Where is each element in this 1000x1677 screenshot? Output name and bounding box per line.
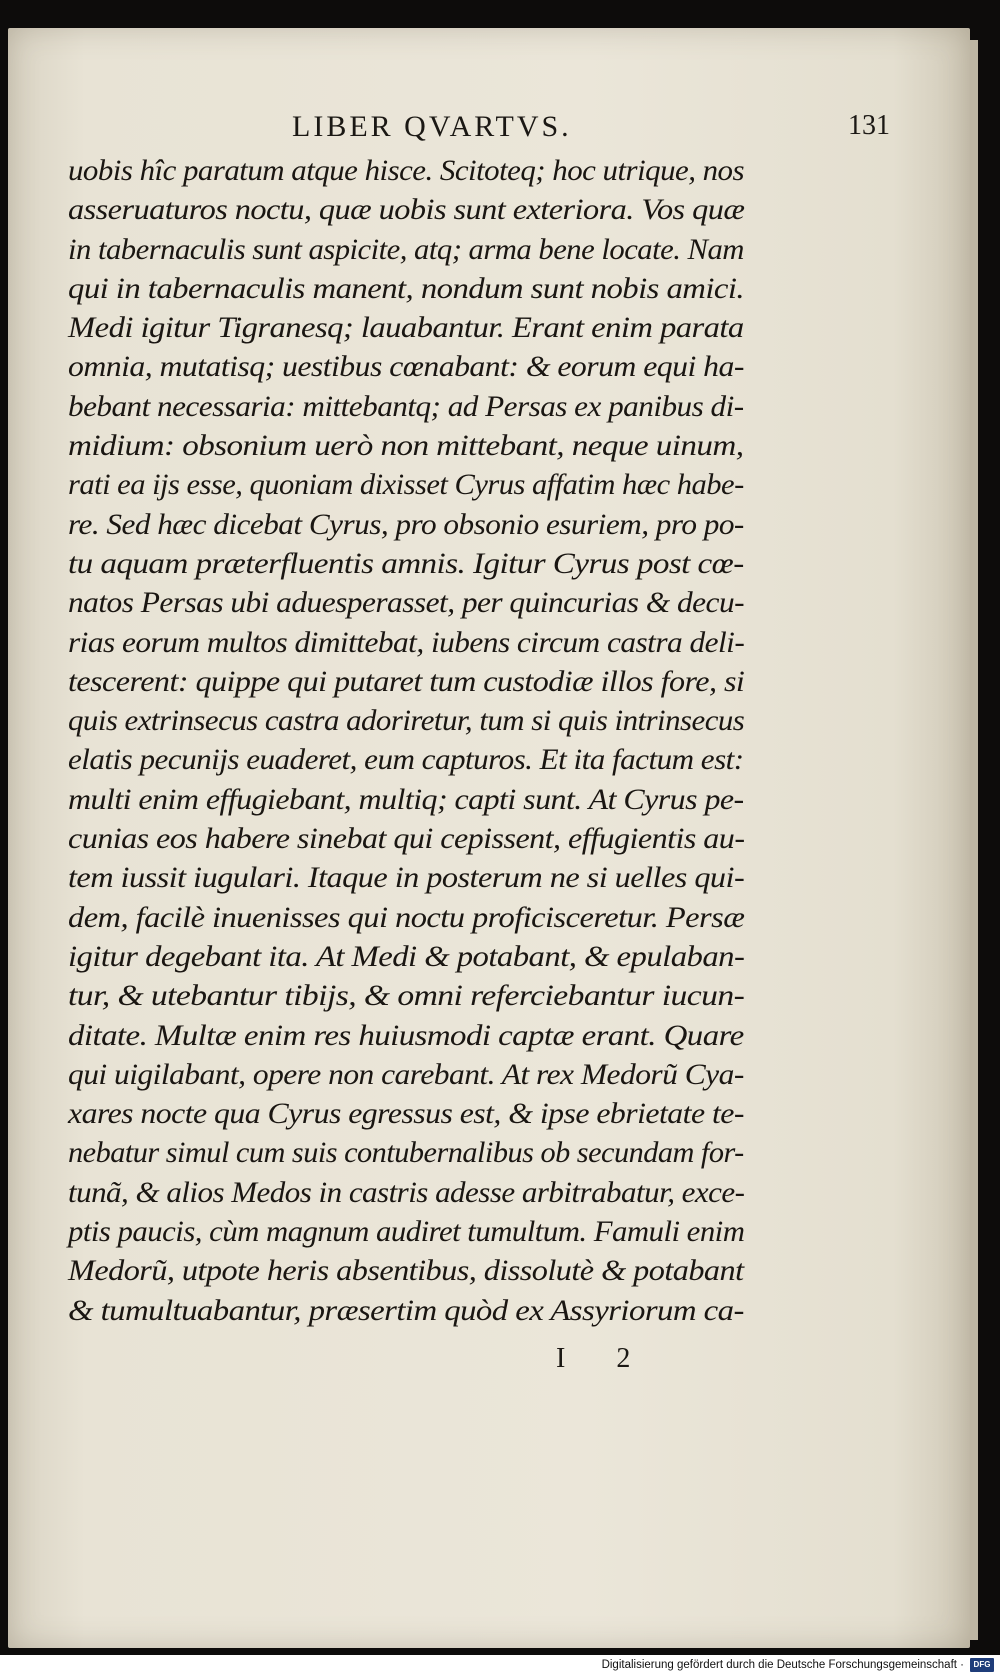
text-line: ditate. Multæ enim res huiusmodi captæ erant. Quare — [68, 1019, 744, 1052]
text-line: quis extrinsecus castra adoriretur, tum si quis intrinsecus — [68, 705, 745, 738]
text-line: xares nocte qua Cyrus egressus est, & ipse ebrietate te- — [68, 1098, 744, 1131]
text-line: ptis paucis, cùm magnum audiret tumultum. Famuli enim — [68, 1216, 745, 1249]
text-line: Medi igitur Tigranesq; lauabantur. Erant enim parata — [68, 312, 744, 345]
text-line: & tumultuabantur, præsertim quòd ex Assyriorum ca- — [68, 1294, 744, 1327]
page-edge — [970, 40, 978, 1640]
running-head: LIBER QVARTVS. — [292, 110, 572, 143]
text-line: qui uigilabant, opere non carebant. At rex Medorũ Cya- — [68, 1058, 744, 1091]
dfg-logo-icon: DFG — [970, 1658, 994, 1672]
text-line: re. Sed hæc dicebat Cyrus, pro obsonio esuriem, pro po- — [68, 508, 744, 541]
text-line: uobis hîc paratum atque hisce. Scitoteq; hoc utrique, nos — [68, 155, 744, 187]
text-line: dem, facilè inuenisses qui noctu proficisceretur. Persæ — [68, 901, 745, 934]
folio-number: 131 — [848, 110, 890, 141]
text-line: tur, & utebantur tibijs, & omni referciebantur iucun- — [68, 980, 745, 1013]
text-line: rati ea ijs esse, quoniam dixisset Cyrus affatim hæc habe- — [68, 469, 744, 502]
text-line: cunias eos habere sinebat qui cepissent, effugientis au- — [68, 823, 745, 856]
text-line: elatis pecunijs euaderet, eum capturos. Et ita factum est: — [68, 744, 744, 777]
text-line: natos Persas ubi aduesperasset, per quincurias & decu- — [68, 587, 745, 620]
text-line: rias eorum multos dimittebat, iubens circum castra deli- — [68, 626, 745, 659]
text-line: tem iussit iugulari. Itaque in posterum ne si uelles qui- — [68, 862, 745, 895]
text-line: tescerent: quippe qui putaret tum custodiæ illos fore, si — [68, 665, 745, 698]
text-line: Medorũ, utpote heris absentibus, dissolutè & potabant — [68, 1255, 744, 1288]
text-body — [68, 152, 744, 1331]
text-line: qui in tabernaculis manent, nondum sunt nobis amici. — [68, 272, 745, 305]
text-line: tunã, & alios Medos in castris adesse arbitrabatur, exce- — [68, 1176, 745, 1209]
text-line: nebatur simul cum suis contubernalibus ob secundam for- — [68, 1137, 744, 1170]
text-line: igitur degebant ita. At Medi & potabant, & epulaban- — [68, 940, 745, 973]
text-line: multi enim effugiebant, multiq; capti sunt. At Cyrus pe- — [68, 783, 744, 816]
digitization-credit: Digitalisierung gefördert durch die Deutsche Forschungsgemeinschaft · — [601, 1659, 964, 1671]
text-line: asseruaturos noctu, quæ uobis sunt exteriora. Vos quæ — [68, 194, 745, 227]
signature-mark: I 2 — [556, 1343, 653, 1374]
text-line: in tabernaculis sunt aspicite, atq; arma bene locate. Nam — [68, 233, 744, 266]
text-line: tu aquam præterfluentis amnis. Igitur Cyrus post cœ- — [68, 547, 744, 580]
text-line: bebant necessaria: mittebantq; ad Persas ex panibus di- — [68, 390, 744, 423]
text-line: midium: obsonium uerò non mittebant, neque uinum, — [68, 430, 744, 463]
text-line: omnia, mutatisq; uestibus cœnabant: & eorum equi ha- — [68, 351, 744, 384]
